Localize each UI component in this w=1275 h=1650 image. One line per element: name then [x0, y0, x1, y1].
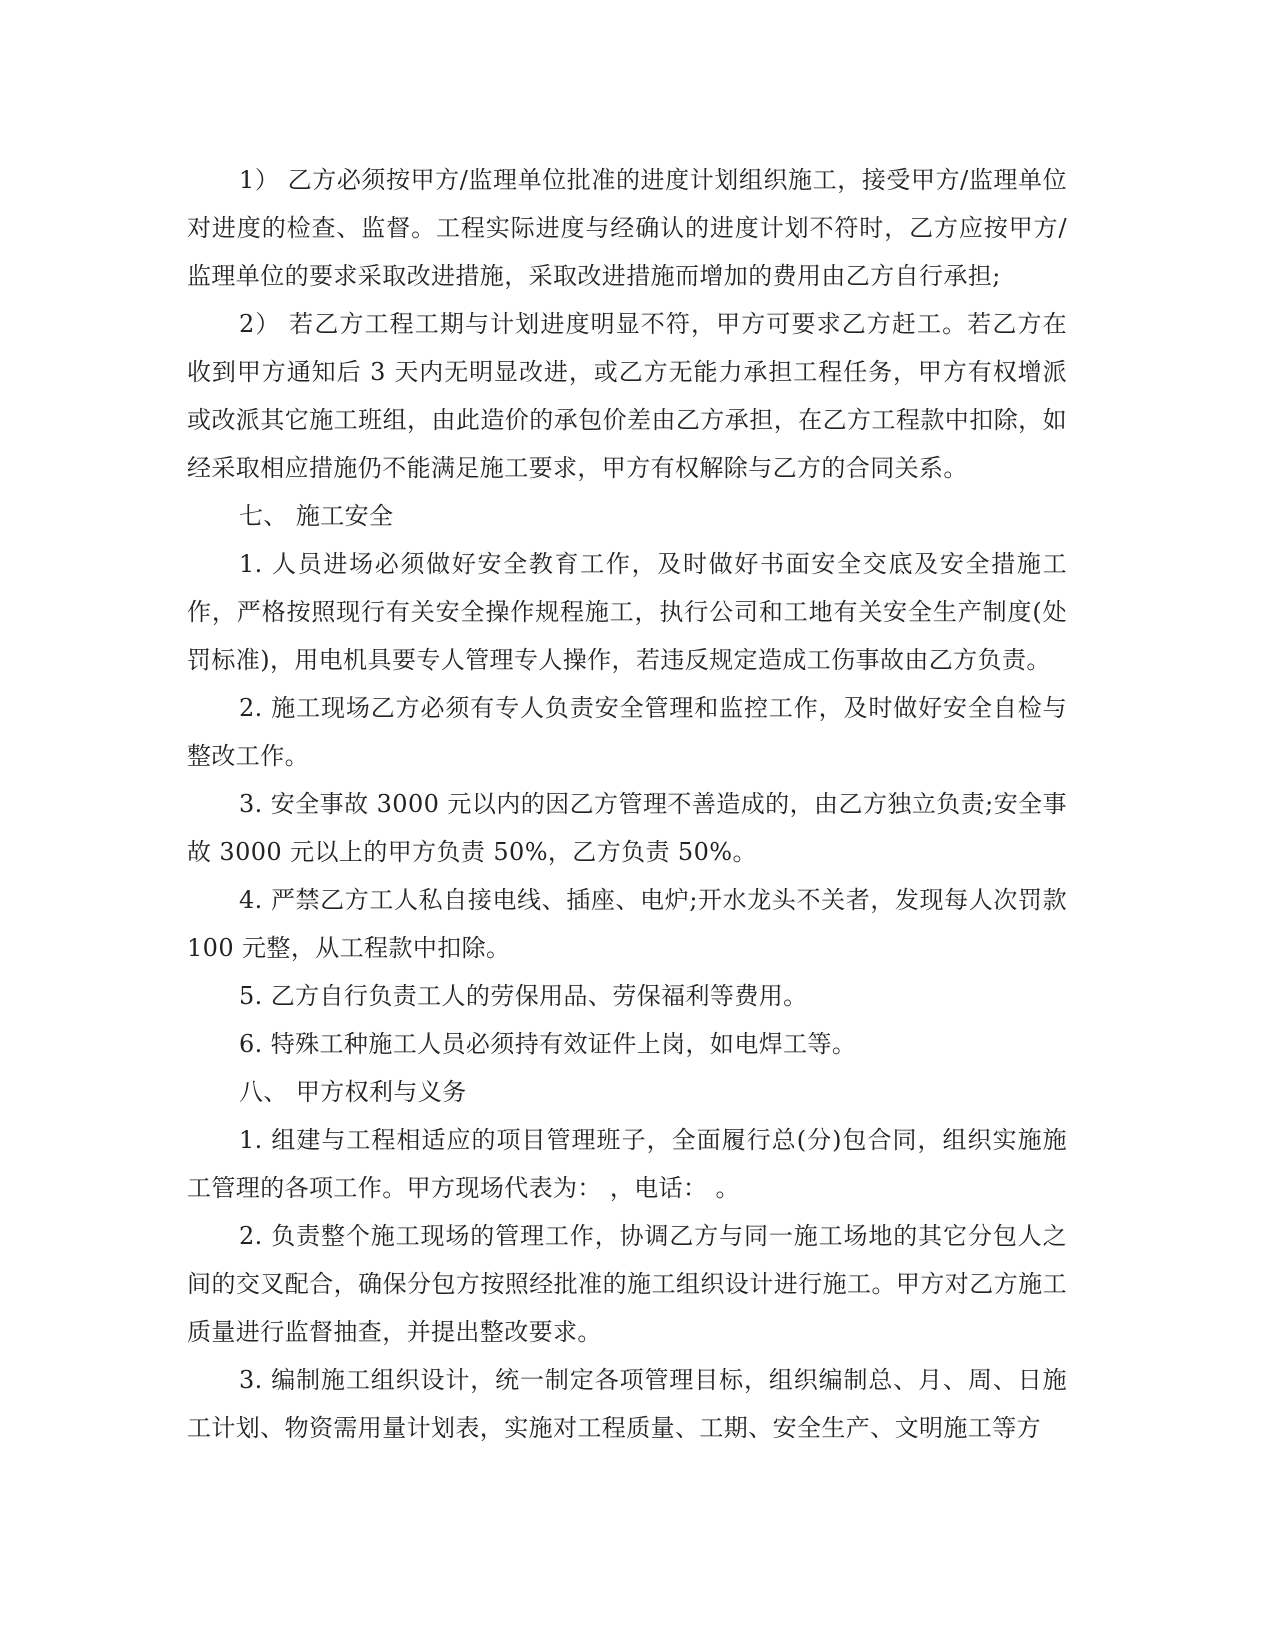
- paragraph-schedule-delay: 2） 若乙方工程工期与计划进度明显不符，甲方可要求乙方赶工。若乙方在收到甲方通知后 3 天内无明显改进，或乙方无能力承担工程任务，甲方有权增派或改派其它施工班组，由此造价的承包价差由乙方承担，在乙方工程款中扣除，如经采取相应措施仍不能满足施工要求，甲方有权解除与乙方的合同关系。: [187, 310, 1067, 482]
- document-body: [187, 156, 1067, 1452]
- paragraph-safety-education: 1. 人员进场必须做好安全教育工作，及时做好书面安全交底及安全措施工作，严格按照现行有关安全操作规程施工，执行公司和工地有关安全生产制度(处罚标准)，用电机具要专人管理专人操作，若违反规定造成工伤事故由乙方负责。: [187, 550, 1067, 674]
- paragraph-construction-plan: 3. 编制施工组织设计，统一制定各项管理目标，组织编制总、月、周、日施工计划、物资需用量计划表，实施对工程质量、工期、安全生产、文明施工等方: [187, 1366, 1067, 1442]
- paragraph-site-management: 2. 负责整个施工现场的管理工作，协调乙方与同一施工场地的其它分包人之间的交叉配合，确保分包方按照经批准的施工组织设计进行施工。甲方对乙方施工质量进行监督抽查，并提出整改要求。: [187, 1222, 1067, 1346]
- paragraph-electrical-prohibition: 4. 严禁乙方工人私自接电线、插座、电炉;开水龙头不关者，发现每人次罚款 100 元整，从工程款中扣除。: [187, 886, 1067, 962]
- paragraph-progress-plan: 1） 乙方必须按甲方/监理单位批准的进度计划组织施工，接受甲方/监理单位对进度的检查、监督。工程实际进度与经确认的进度计划不符时，乙方应按甲方/监理单位的要求采取改进措施，采取改进措施而增加的费用由乙方自行承担;: [187, 166, 1067, 290]
- paragraph-safety-supervision: 2. 施工现场乙方必须有专人负责安全管理和监控工作，及时做好安全自检与整改工作。: [187, 694, 1067, 770]
- paragraph-special-workers: 6. 特殊工种施工人员必须持有效证件上岗，如电焊工等。: [239, 1030, 857, 1058]
- paragraph-project-team: 1. 组建与工程相适应的项目管理班子，全面履行总(分)包合同，组织实施施工管理的各项工作。甲方现场代表为： ，电话： 。: [187, 1126, 1067, 1202]
- section-heading-construction-safety: 七、 施工安全: [239, 502, 394, 530]
- paragraph-accident-liability: 3. 安全事故 3000 元以内的因乙方管理不善造成的，由乙方独立负责;安全事故 3000 元以上的甲方负责 50%，乙方负责 50%。: [187, 790, 1067, 866]
- paragraph-labor-protection: 5. 乙方自行负责工人的劳保用品、劳保福利等费用。: [239, 982, 808, 1010]
- section-heading-party-a-rights: 八、 甲方权利与义务: [239, 1078, 467, 1106]
